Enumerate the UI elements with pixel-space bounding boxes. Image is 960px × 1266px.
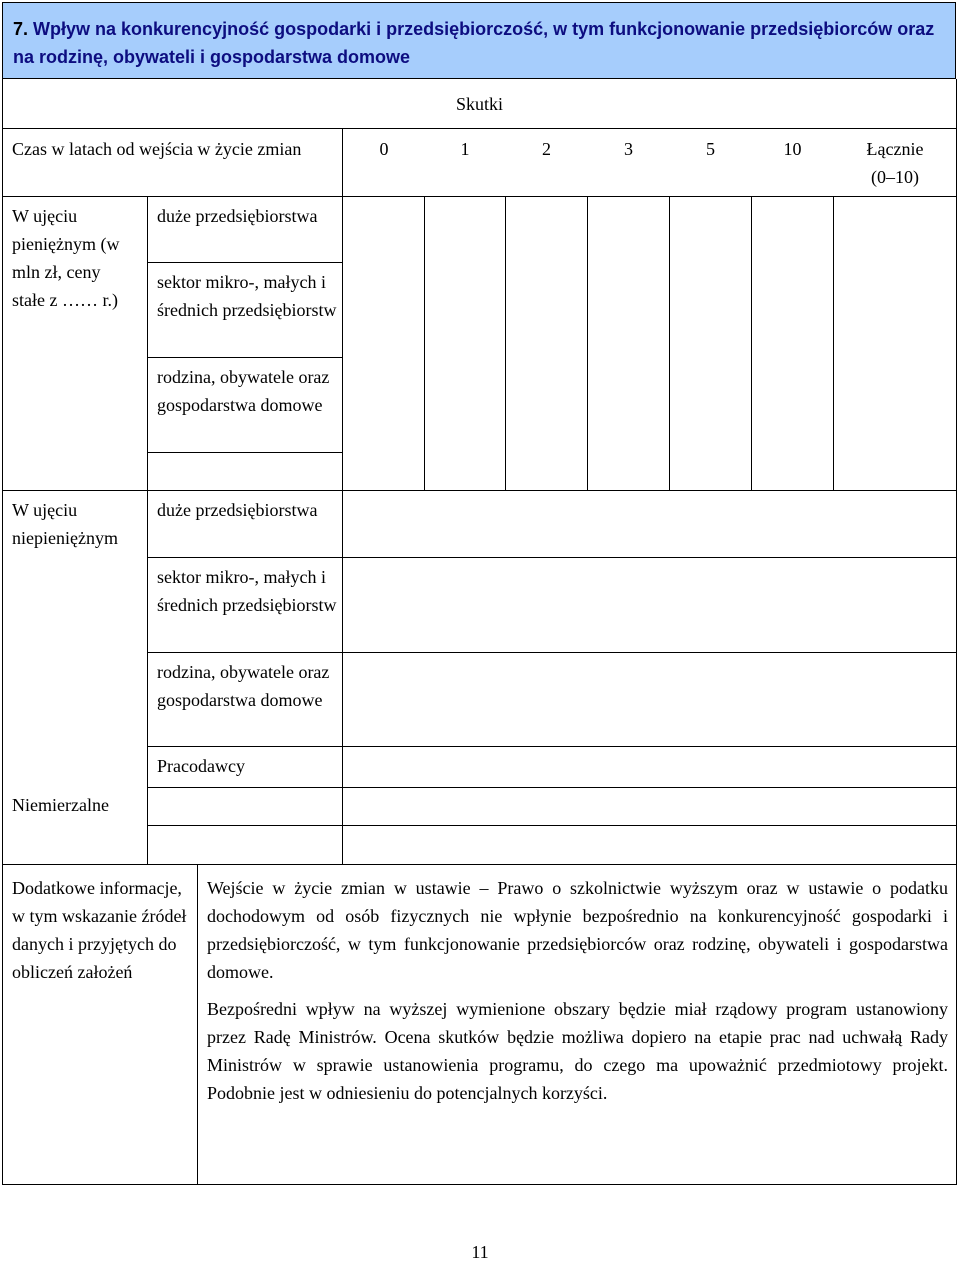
rule-nonmon-5 [147,825,957,826]
year-10: 10 [783,139,802,159]
year-3: 3 [624,139,633,159]
rule-mon-1 [147,262,342,263]
year-1: 1 [460,139,470,159]
col-values-start [342,128,343,864]
rule-mon-3 [147,452,342,453]
rule-below-monetary [2,490,957,491]
rule-below-skutki [2,128,957,129]
year-0: 0 [379,139,389,159]
table-border-right [956,79,957,1185]
nonmonetary-label: W ujęciu niepieniężnym [12,500,118,548]
rule-below-years [2,196,957,197]
col-year-3 [587,196,588,490]
additional-label: Dodatkowe informacje, w tym wskazanie źródeł danych i przyjętych do obliczeń założeń [12,878,187,982]
section-title-text: Wpływ na konkurencyjność gospodarki i przedsiębiorczość, w tym funkcjonowanie przedsiębiorców oraz na rodzinę, obywateli i gospodarstwa domowe [13,19,935,67]
col-sub-label [147,196,148,864]
skutki-header: Skutki [455,94,503,114]
additional-paragraph-1: Wejście w życie zmian w ustawie ‒ Prawo o szkolnictwie wyższym oraz w ustawie o podatku dochodowym od osób fizycznych nie wpłynie bezpośrednio na konkurencyjność gospodarki i przedsiębiorczość, w tym funkcjonowanie przedsiębiorców oraz rodzinę, obywateli i gospodarstwa domowe. [207,878,948,982]
year-2: 2 [542,139,551,159]
nonmon-households: rodzina, obywatele oraz gospodarstwa domowe [157,662,330,710]
section-number: 7. [13,19,29,39]
col-year-4 [669,196,670,490]
col-year-6 [833,196,834,490]
nonmon-employers: Pracodawcy [157,756,245,776]
col-additional [197,864,198,1184]
rule-nonmon-2 [147,652,957,653]
mon-households: rodzina, obywatele oraz gospodarstwa domowe [157,367,330,415]
section-header [2,2,956,79]
total-range: (0‒10) [871,167,919,187]
mon-large-enterprises: duże przedsiębiorstwa [157,206,318,226]
col-year-1 [424,196,425,490]
table-border-bottom [2,1184,957,1185]
rule-nonmon-1 [147,557,957,558]
additional-paragraph-2: Bezpośredni wpływ na wyższej wymienione obszary będzie miał rządowy program ustanowiony przez Radę Ministrów. Ocena skutków będzie możliwa dopiero na etapie prac nad uchwałą Rady Ministrów w sprawie ustanowienia programu, do czego ma upoważnić przedmiotowy projekt. Podobnie jest w odniesieniu do potencjalnych korzyści. [207,999,948,1103]
nonmon-sme: sektor mikro-, małych i średnich przedsiębiorstw [157,567,337,615]
unmeasurable-label: Niemierzalne [12,795,109,815]
monetary-label: W ujęciu pieniężnym (w mln zł, ceny stałe z …… r.) [12,206,120,310]
col-year-2 [505,196,506,490]
nonmon-large-enterprises: duże przedsiębiorstwa [157,500,318,520]
rule-nonmon-3 [147,746,957,747]
rule-below-nonmonetary [2,864,957,865]
rule-nonmon-4 [147,787,957,788]
mon-sme: sektor mikro-, małych i średnich przedsiębiorstw [157,272,337,320]
rule-mon-2 [147,357,342,358]
table-border-left [2,79,3,1185]
year-5: 5 [706,139,715,159]
total-label: Łącznie [866,139,924,159]
section-title [13,15,953,71]
page-number: 11 [471,1242,489,1262]
col-year-5 [751,196,752,490]
time-label: Czas w latach od wejścia w życie zmian [12,139,302,159]
